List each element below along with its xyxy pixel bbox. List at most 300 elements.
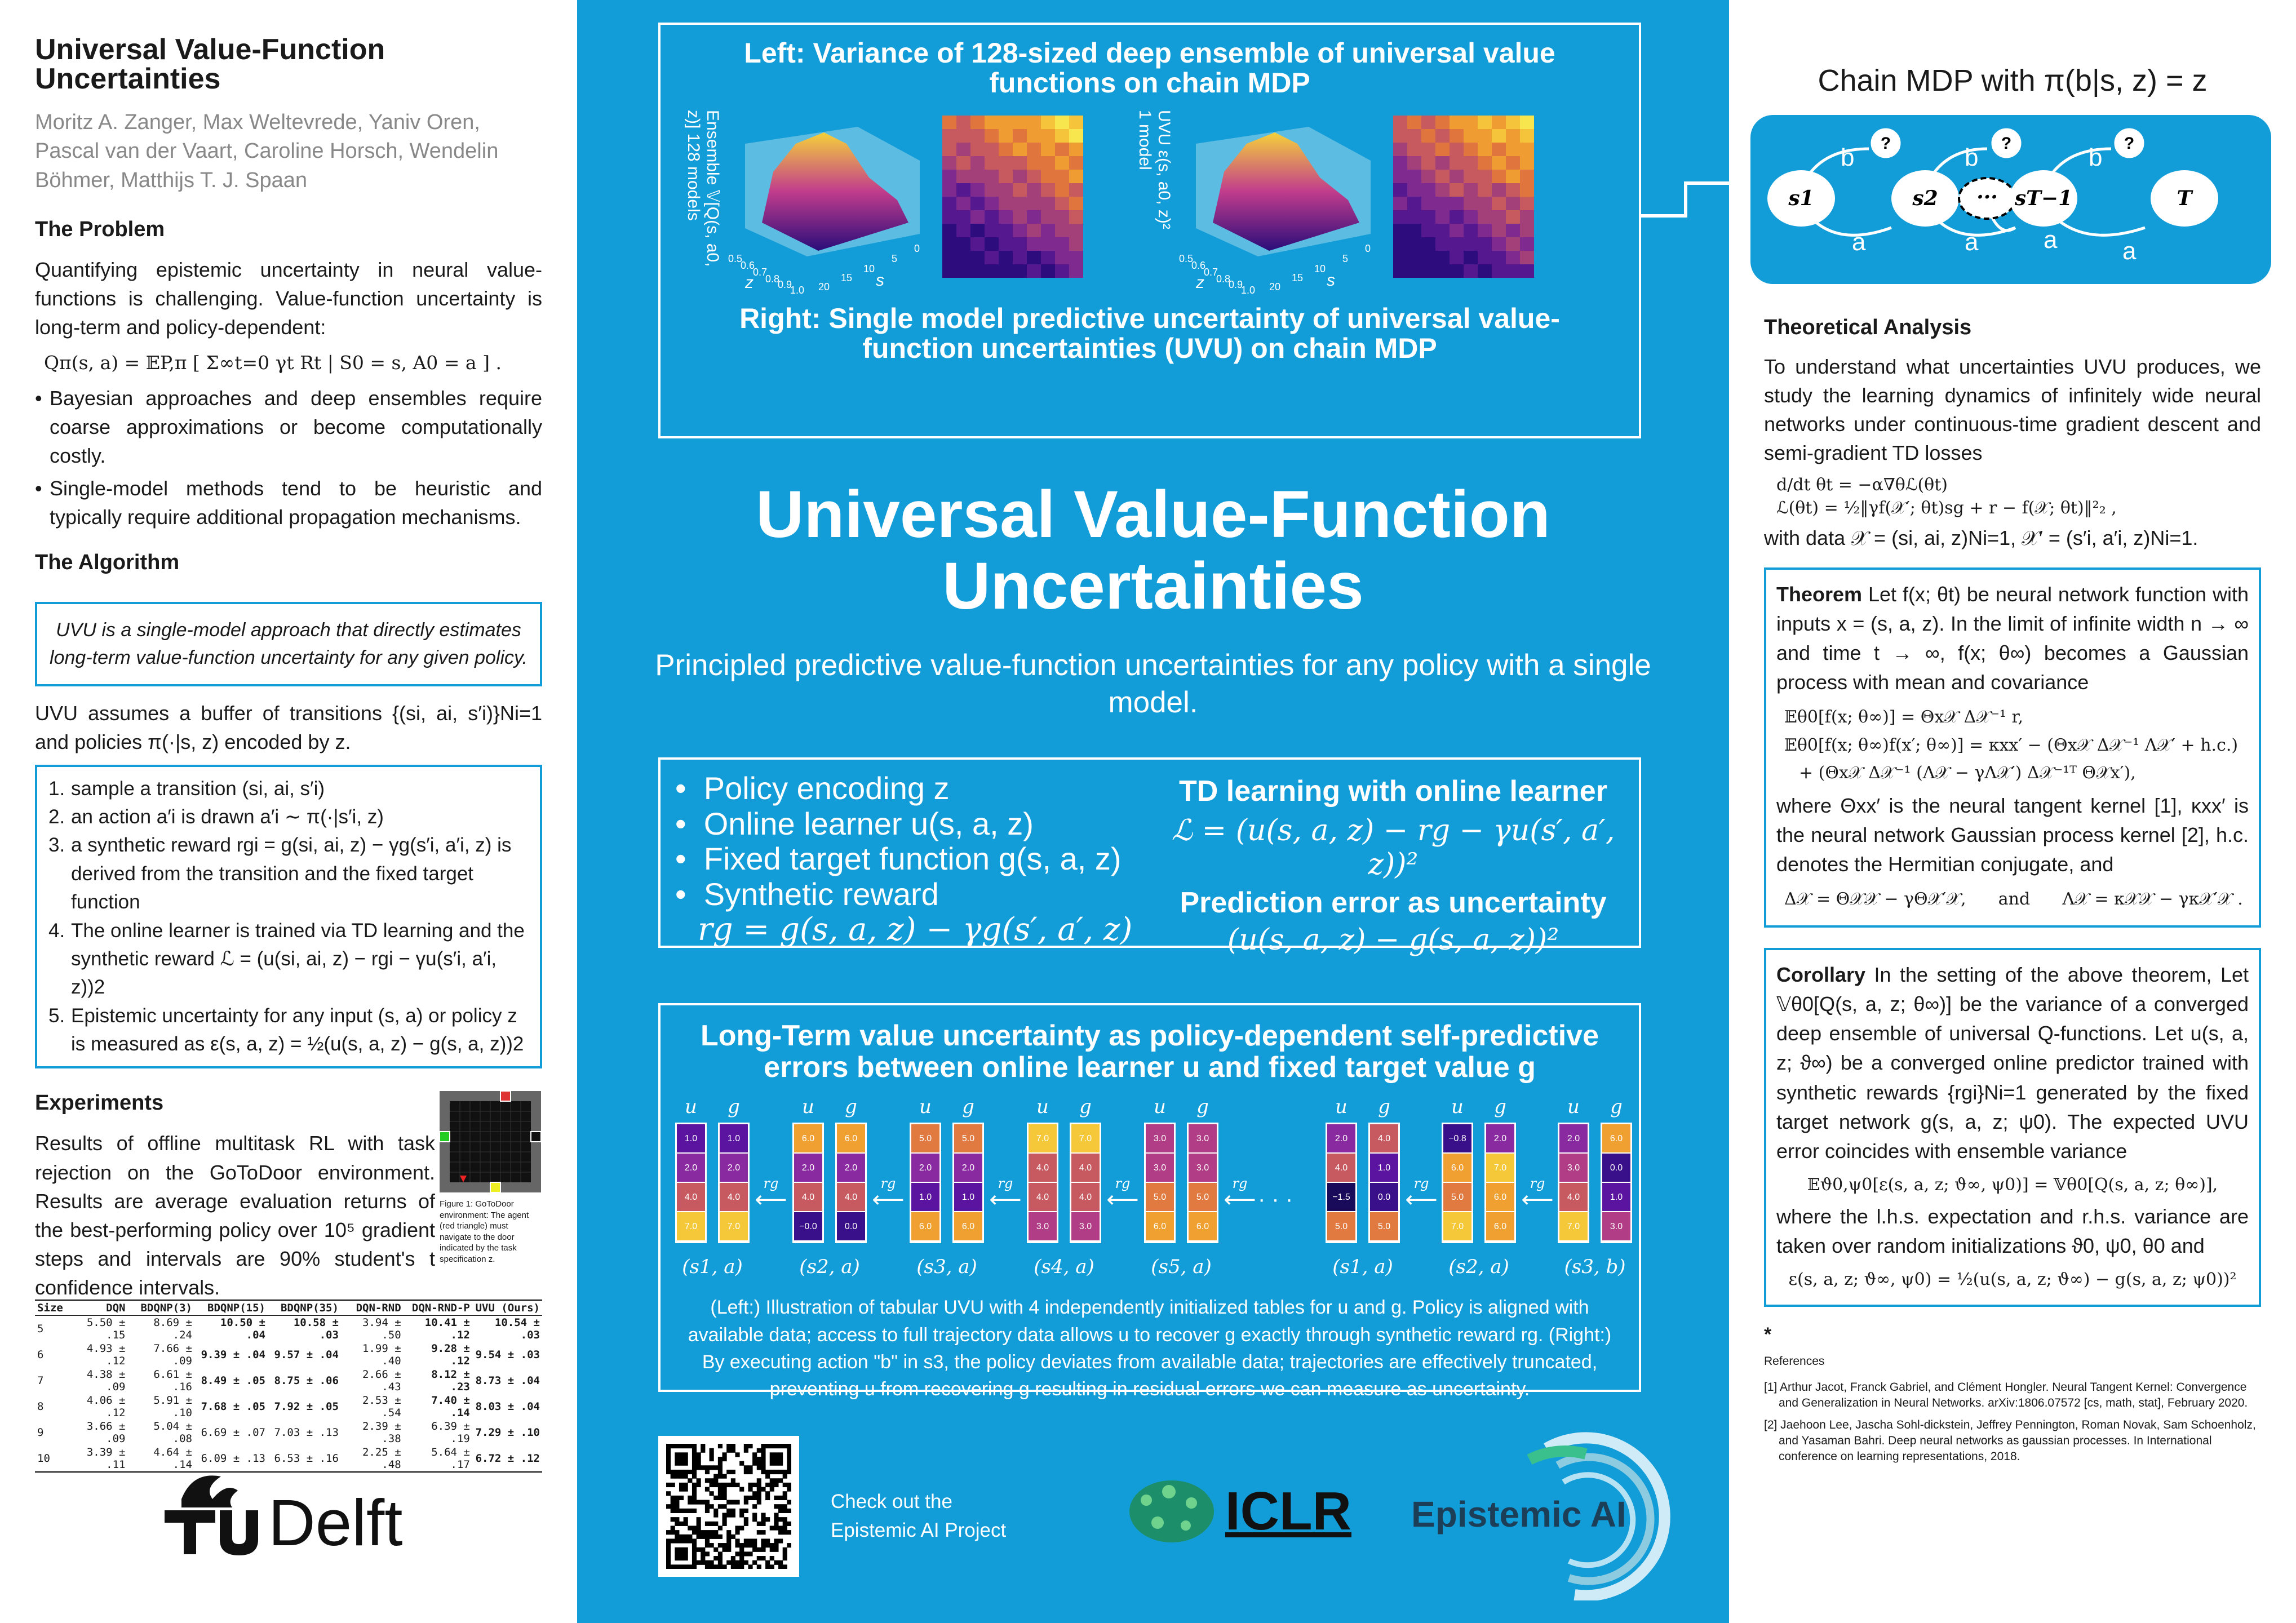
table-cell: 5.50 ± .15 bbox=[86, 1316, 126, 1342]
heatmap-cell bbox=[1478, 129, 1492, 143]
heatmap-cell bbox=[1450, 129, 1464, 143]
table-header: u bbox=[1154, 1096, 1166, 1119]
gotodoor-caption: Figure 1: GoToDoor environment: The agent (red triangle) must navigate to the door indicated by the task specification z. bbox=[440, 1199, 529, 1264]
svg-text:5: 5 bbox=[892, 253, 898, 264]
heatmap-cell bbox=[1041, 129, 1055, 143]
table-cell: 3.0 bbox=[1189, 1124, 1217, 1154]
svg-text:0.7: 0.7 bbox=[1204, 267, 1218, 278]
heatmap-cell bbox=[1506, 170, 1520, 183]
heatmap-cell bbox=[1069, 224, 1083, 237]
synthetic-reward-arrow: rg ⟵ bbox=[1521, 1176, 1554, 1213]
heatmap-cell bbox=[1407, 264, 1421, 278]
table-cell: 2.0 bbox=[954, 1154, 982, 1183]
heatmap-cell bbox=[1421, 224, 1435, 237]
heatmap-cell bbox=[999, 129, 1013, 143]
svg-text:?: ? bbox=[2001, 134, 2012, 153]
state-action-label: (s3, b) bbox=[1564, 1256, 1626, 1279]
heatmap-cell bbox=[1520, 143, 1534, 156]
heatmap-cell bbox=[1506, 224, 1520, 237]
svg-text:z: z bbox=[1196, 273, 1204, 292]
corollary-eq2: ε(s, a, z; ϑ∞, ψ0) = ½(u(s, a, z; ϑ∞) − g(s, a, z; ψ0))² bbox=[1788, 1270, 2237, 1290]
heatmap-cell bbox=[1435, 264, 1450, 278]
heatmap-cell bbox=[1407, 170, 1421, 183]
table-cell: 6.0 bbox=[1189, 1212, 1217, 1241]
table-cell: 8.49 ± .05 bbox=[201, 1374, 265, 1387]
qr-code[interactable] bbox=[658, 1436, 799, 1577]
tudelft-logo bbox=[159, 1465, 403, 1559]
heatmap-cell bbox=[1520, 197, 1534, 210]
table-cell: 5.0 bbox=[1370, 1212, 1398, 1241]
heatmap-cell bbox=[1055, 170, 1069, 183]
heatmap-cell bbox=[1492, 224, 1506, 237]
table-cell: 7.0 bbox=[1443, 1212, 1471, 1241]
refs-heading: References bbox=[1764, 1354, 1825, 1368]
heatmap-cell bbox=[1478, 210, 1492, 224]
heatmap-cell bbox=[985, 237, 999, 251]
uvu-surface-plot bbox=[1179, 110, 1393, 296]
connector-line bbox=[1684, 181, 1687, 218]
heatmap-cell bbox=[956, 210, 970, 224]
heatmap-cell bbox=[985, 183, 999, 197]
heatmap-cell bbox=[999, 143, 1013, 156]
heatmap-cell bbox=[1450, 156, 1464, 170]
delft-text: Delft bbox=[268, 1486, 403, 1559]
heatmap-cell bbox=[985, 197, 999, 210]
heatmap-cell bbox=[1041, 237, 1055, 251]
subheadline: Principled predictive value-function uncertainties for any policy with a single model. bbox=[655, 649, 1651, 720]
uvu-heatmap bbox=[1393, 116, 1534, 279]
table-cell: 7.0 bbox=[677, 1212, 705, 1241]
heatmap-cell bbox=[1055, 197, 1069, 210]
table-cell: 6.0 bbox=[1602, 1124, 1630, 1154]
table-header: g bbox=[1610, 1096, 1623, 1119]
heatmap-cell bbox=[1407, 129, 1421, 143]
table-cell: 3.94 ± .50 bbox=[362, 1316, 401, 1342]
svg-text:0.9: 0.9 bbox=[1229, 279, 1243, 290]
heatmap-cell bbox=[942, 197, 956, 210]
heatmap-cell bbox=[1506, 183, 1520, 197]
z-ticks: 0.5 bbox=[728, 253, 743, 264]
synthetic-reward-arrow: rg ⟵ bbox=[1405, 1176, 1438, 1213]
paper-title: Universal Value-Function Uncertainties bbox=[35, 33, 385, 95]
table-cell: 1.99 ± .40 bbox=[362, 1342, 401, 1368]
heatmap-cell bbox=[1478, 183, 1492, 197]
svg-text:a: a bbox=[2044, 226, 2058, 254]
heatmap-cell bbox=[970, 264, 985, 278]
figure-title-right: Right: Single model predictive uncertainty of universal value-function uncertainties (UVU) on chain MDP bbox=[739, 303, 1560, 364]
svg-text:15: 15 bbox=[1292, 272, 1304, 283]
corollary-text: In the setting of the above theorem, Let 𝕍θ0[Q(s, a, z; θ∞)] be the variance of a converged deep ensemble of universal Q-functions. Let u(s, a, z; ϑ∞) be a converged online predictor trained with synthetic rewards {rgi}Ni=1 generated by the fixed target network g(s, a, z; ψ0). The expected UVU error coincides with ensemble variance bbox=[1776, 963, 2249, 1163]
table-cell: 5 bbox=[37, 1323, 44, 1336]
heatmap-cell bbox=[1492, 237, 1506, 251]
problem-bullet-2: • Single-model methods tend to be heuristic and typically require additional propagation mechanisms. bbox=[35, 474, 542, 531]
heatmap-cell bbox=[1041, 264, 1055, 278]
middle-column bbox=[577, 0, 1729, 1623]
table-header-row: Size DQN BDQNP(3) BDQNP(15) BDQNP(35) DQN-RND DQN-RND-P UVU (Ours) bbox=[35, 1300, 542, 1316]
heatmap-cell bbox=[1055, 210, 1069, 224]
step-item: 1. sample a transition (si, ai, s′i) bbox=[48, 777, 325, 800]
left-column bbox=[0, 0, 577, 1623]
heatmap-cell bbox=[1055, 224, 1069, 237]
heatmap-cell bbox=[1492, 156, 1506, 170]
heatmap-cell bbox=[999, 210, 1013, 224]
heatmap-cell bbox=[1041, 224, 1055, 237]
heatmap-cell bbox=[956, 224, 970, 237]
table-cell: 3.0 bbox=[1559, 1154, 1588, 1183]
heatmap-cell bbox=[1393, 237, 1407, 251]
heatmap-cell bbox=[1407, 210, 1421, 224]
heatmap-cell bbox=[1450, 143, 1464, 156]
step-item: 2. an action a′i is drawn a′i ∼ π(·|s′i, z) bbox=[48, 805, 384, 828]
algorithm-summary: UVU is a single-model approach that directly estimates long-term value-function uncertainty for any given policy. bbox=[35, 602, 542, 687]
table-cell: 4.06 ± .12 bbox=[86, 1394, 126, 1420]
heatmap-cell bbox=[1027, 183, 1041, 197]
heatmap-cell bbox=[1478, 197, 1492, 210]
heatmap-cell bbox=[1421, 143, 1435, 156]
heatmap-cell bbox=[1435, 237, 1450, 251]
table-row bbox=[35, 1316, 542, 1342]
table-cell: 2.0 bbox=[794, 1154, 822, 1183]
table-header: g bbox=[1079, 1096, 1092, 1119]
state-action-label: (s1, a) bbox=[682, 1256, 743, 1279]
ref-1: [1] Arthur Jacot, Franck Gabriel, and Clément Hongler. Neural Tangent Kernel: Convergence and Generalization in Neural Networks. arXiv:1806.07572 [cs, math, stat], February 2020. bbox=[1764, 1380, 2248, 1410]
heatmap-cell bbox=[1464, 264, 1478, 278]
heatmap-cell bbox=[1478, 224, 1492, 237]
table-cell: 4.64 ± .14 bbox=[128, 1445, 195, 1472]
bullet-synthetic-reward: • Synthetic reward bbox=[675, 876, 939, 912]
tudelft-flame-icon bbox=[159, 1465, 266, 1555]
heatmap-cell bbox=[1069, 183, 1083, 197]
qr-code-image bbox=[666, 1444, 791, 1569]
table-cell: 10.54 ± .03 bbox=[494, 1316, 540, 1342]
paper-authors: Moritz A. Zanger, Max Weltevrede, Yaniv Oren, Pascal van der Vaart, Caroline Horsch, Wendelin Böhmer, Matthijs T. J. Spaan bbox=[35, 110, 499, 192]
table-cell: 2.25 ± .48 bbox=[341, 1445, 404, 1472]
table-cell: 8.75 ± .06 bbox=[274, 1374, 339, 1387]
qr-text: Check out the Epistemic AI Project bbox=[831, 1491, 1007, 1541]
heatmap-cell bbox=[1492, 170, 1506, 183]
heatmap-cell bbox=[956, 143, 970, 156]
heatmap-cell bbox=[1055, 129, 1069, 143]
heatmap-cell bbox=[1027, 210, 1041, 224]
heatmap-cell bbox=[1027, 143, 1041, 156]
table-cell: 3.0 bbox=[1189, 1154, 1217, 1183]
heatmap-cell bbox=[985, 210, 999, 224]
heatmap-cell bbox=[1393, 170, 1407, 183]
heatmap-cell bbox=[999, 251, 1013, 264]
u-table bbox=[1027, 1123, 1058, 1243]
heatmap-cell bbox=[942, 156, 956, 170]
heatmap-cell bbox=[1421, 251, 1435, 264]
heatmap-cell bbox=[999, 156, 1013, 170]
heatmap-cell bbox=[1435, 116, 1450, 129]
table-cell: 7.40 ± .14 bbox=[431, 1394, 470, 1420]
heatmap-cell bbox=[1041, 116, 1055, 129]
heatmap-cell bbox=[1506, 197, 1520, 210]
heatmap-cell bbox=[956, 197, 970, 210]
table-header: u bbox=[1451, 1096, 1464, 1119]
corollary-eq1: 𝔼ϑ0,ψ0[ε(s, a, z; ϑ∞, ψ0)] = 𝕍θ0[Q(s, a, z; θ∞)], bbox=[1807, 1175, 2218, 1195]
heatmap-cell bbox=[1027, 264, 1041, 278]
step-item: 4. The online learner is trained via TD learning and the synthetic reward ℒ = (u(si, ai, z) − rgi − γu(s′i, a′i, z))2 bbox=[48, 919, 525, 999]
table-cell: 5.0 bbox=[911, 1124, 939, 1154]
heatmap-cell bbox=[1421, 116, 1435, 129]
table-cell: 1.0 bbox=[677, 1124, 705, 1154]
heatmap-cell bbox=[1027, 129, 1041, 143]
theorem-eq4: Δ𝒳 = Θ𝒳𝒳 − γΘ𝒳′𝒳, and Λ𝒳 = κ𝒳𝒳 − γκ𝒳′𝒳 . bbox=[1784, 889, 2243, 910]
heatmap-cell bbox=[1013, 143, 1027, 156]
table-cell: 7.29 ± .10 bbox=[475, 1426, 540, 1439]
u-table bbox=[792, 1123, 824, 1243]
heatmap-cell bbox=[1393, 264, 1407, 278]
heatmap-cell bbox=[985, 251, 999, 264]
heatmap-cell bbox=[942, 183, 956, 197]
u-table bbox=[1326, 1123, 1357, 1243]
heatmap-cell bbox=[1450, 237, 1464, 251]
heatmap-cell bbox=[1393, 156, 1407, 170]
heatmap-cell bbox=[1069, 170, 1083, 183]
axis-z-label: z bbox=[745, 273, 753, 292]
td-equation: ℒ = (u(s, a, z) − rg − γu(s′, a′, z))² bbox=[1171, 814, 1615, 881]
heatmap-cell bbox=[1520, 183, 1534, 197]
table-cell: 4.0 bbox=[720, 1183, 748, 1212]
heatmap-cell bbox=[942, 143, 956, 156]
table-cell: 9.28 ± .12 bbox=[431, 1342, 470, 1368]
table-row bbox=[35, 1394, 542, 1420]
heatmap-cell bbox=[1478, 264, 1492, 278]
heatmap-cell bbox=[1407, 224, 1421, 237]
step-item: 3. a synthetic reward rgi = g(si, ai, z) − γg(s′i, a′i, z) is derived from the transition and the fixed target function bbox=[48, 834, 512, 914]
heatmap-cell bbox=[1055, 183, 1069, 197]
heatmap-cell bbox=[1393, 116, 1407, 129]
heatmap-cell bbox=[1435, 251, 1450, 264]
heatmap-cell bbox=[1069, 251, 1083, 264]
u-table bbox=[1144, 1123, 1176, 1243]
heatmap-cell bbox=[1027, 156, 1041, 170]
heatmap-cell bbox=[1407, 116, 1421, 129]
table-cell: 6.0 bbox=[1443, 1154, 1471, 1183]
heatmap-cell bbox=[1027, 197, 1041, 210]
heatmap-cell bbox=[1041, 156, 1055, 170]
heatmap-cell bbox=[1492, 197, 1506, 210]
u-table bbox=[1442, 1123, 1473, 1243]
table-cell: 4.93 ± .12 bbox=[86, 1342, 126, 1368]
theorem-text2: where Θxx′ is the neural tangent kernel [1], κxx′ is the neural network Gaussian process kernel [2], h.c. denotes the Hermitian conjugate, and bbox=[1776, 793, 2249, 876]
heatmap-cell bbox=[1464, 116, 1478, 129]
table-cell: 7.0 bbox=[1029, 1124, 1057, 1154]
heatmap-cell bbox=[1478, 237, 1492, 251]
table-cell: 5.91 ± .10 bbox=[153, 1394, 192, 1420]
g-table bbox=[718, 1123, 750, 1243]
table-cell: 5.0 bbox=[954, 1124, 982, 1154]
experiments-heading: Experiments bbox=[35, 1091, 164, 1115]
heatmap-cell bbox=[1450, 183, 1464, 197]
heatmap-cell bbox=[1041, 143, 1055, 156]
long-term-box bbox=[658, 1003, 1641, 1400]
td-bullets bbox=[675, 771, 1132, 948]
table-cell: 3.0 bbox=[1146, 1124, 1174, 1154]
heatmap-cell bbox=[970, 143, 985, 156]
table-cell: 8 bbox=[37, 1400, 44, 1413]
state-action-label: (s2, a) bbox=[799, 1256, 860, 1279]
heatmap-cell bbox=[1506, 264, 1520, 278]
table-cell: 8.73 ± .04 bbox=[475, 1374, 540, 1387]
problem-heading: The Problem bbox=[35, 217, 165, 241]
table-cell: 4.0 bbox=[1071, 1154, 1100, 1183]
theorem-text: Let f(x; θt) be neural network function with inputs x = (s, a, z). In the limit of infinite width n → ∞ and time t → ∞, f(x; θ∞) becomes a Gaussian process with mean and covariance bbox=[1776, 582, 2249, 694]
theory-heading: Theoretical Analysis bbox=[1764, 316, 1972, 339]
heatmap-cell bbox=[942, 264, 956, 278]
heatmap-cell bbox=[1041, 170, 1055, 183]
state-action-label: (s2, a) bbox=[1448, 1256, 1509, 1279]
table-cell: 7.03 ± .13 bbox=[274, 1426, 339, 1439]
chain-mdp-svg bbox=[1750, 115, 2271, 284]
svg-text:a: a bbox=[2122, 237, 2137, 265]
table-cell: 3.0 bbox=[1029, 1212, 1057, 1241]
heatmap-cell bbox=[970, 210, 985, 224]
table-cell: 9 bbox=[37, 1426, 44, 1439]
g-table bbox=[952, 1123, 984, 1243]
svg-text:a: a bbox=[1852, 228, 1866, 256]
table-cell: 6.61 ± .16 bbox=[153, 1368, 192, 1394]
heatmap-cell bbox=[1478, 143, 1492, 156]
g-table bbox=[835, 1123, 867, 1243]
corollary-label: Corollary bbox=[1776, 963, 1866, 986]
table-cell: 3.0 bbox=[1071, 1212, 1100, 1241]
svg-text:s: s bbox=[1327, 271, 1335, 290]
table-header: g bbox=[1494, 1096, 1506, 1119]
uncertainty-figure-box bbox=[658, 23, 1641, 438]
table-cell: 4.38 ± .09 bbox=[86, 1368, 126, 1394]
heatmap-cell bbox=[1013, 237, 1027, 251]
table-cell: 0.0 bbox=[1602, 1154, 1630, 1183]
heatmap-cell bbox=[1421, 129, 1435, 143]
heatmap-cell bbox=[1013, 129, 1027, 143]
heatmap-cell bbox=[1506, 237, 1520, 251]
table-cell: 4.0 bbox=[677, 1183, 705, 1212]
heatmap-cell bbox=[1435, 183, 1450, 197]
node-terminal: T bbox=[2177, 187, 2192, 210]
heatmap-cell bbox=[1478, 156, 1492, 170]
heatmap-cell bbox=[1520, 129, 1534, 143]
table-header: u bbox=[685, 1096, 697, 1119]
heatmap-cell bbox=[1435, 129, 1450, 143]
heatmap-cell bbox=[1407, 237, 1421, 251]
heatmap-cell bbox=[1478, 251, 1492, 264]
heatmap-cell bbox=[1055, 116, 1069, 129]
table-cell: 6.0 bbox=[1486, 1212, 1514, 1241]
table-cell: 0.0 bbox=[1370, 1183, 1398, 1212]
table-cell: 2.0 bbox=[837, 1154, 865, 1183]
svg-text:0.7: 0.7 bbox=[753, 267, 768, 278]
problem-intro: Quantifying epistemic uncertainty in neural value-functions is challenging. Value-function uncertainty is long-term and policy-dependent: bbox=[35, 258, 542, 339]
results-table bbox=[35, 1300, 542, 1473]
table-header: u bbox=[919, 1096, 932, 1119]
heatmap-cell bbox=[1393, 210, 1407, 224]
heatmap-cell bbox=[1013, 224, 1027, 237]
heatmap-cell bbox=[1464, 237, 1478, 251]
heatmap-cell bbox=[970, 197, 985, 210]
table-cell: 10.58 ± .03 bbox=[293, 1316, 339, 1342]
table-cell: 10.41 ± .12 bbox=[424, 1316, 470, 1342]
q-equation: Qπ(s, a) = 𝔼P,π [ Σ∞t=0 γt Rt | S0 = s, A0 = a ] . bbox=[44, 352, 502, 374]
heatmap-cell bbox=[985, 170, 999, 183]
heatmap-cell bbox=[956, 183, 970, 197]
heatmap-cell bbox=[1069, 156, 1083, 170]
table-cell: 2.66 ± .43 bbox=[362, 1368, 401, 1394]
svg-text:0.8: 0.8 bbox=[765, 273, 780, 285]
theorem-eq2: 𝔼θ0[f(x; θ∞)f(x′; θ∞)] = κxx′ − (Θx𝒳 Δ𝒳⁻¹ Λ𝒳′ + h.c.) bbox=[1784, 735, 2239, 755]
ellipsis: · · · bbox=[1258, 1187, 1293, 1212]
heatmap-cell bbox=[1450, 210, 1464, 224]
table-cell: 5.0 bbox=[1443, 1183, 1471, 1212]
heatmap-cell bbox=[956, 156, 970, 170]
heatmap-cell bbox=[1435, 210, 1450, 224]
table-cell: 1.0 bbox=[720, 1124, 748, 1154]
svg-text:20: 20 bbox=[818, 281, 830, 292]
table-cell: 2.0 bbox=[677, 1154, 705, 1183]
heatmap-cell bbox=[1421, 210, 1435, 224]
table-cell: 4.0 bbox=[1559, 1183, 1588, 1212]
heatmap-cell bbox=[985, 156, 999, 170]
table-cell: 5.0 bbox=[1189, 1183, 1217, 1212]
heatmap-cell bbox=[942, 170, 956, 183]
heatmap-cell bbox=[1450, 197, 1464, 210]
gotodoor-grid-image bbox=[440, 1091, 541, 1192]
svg-text:0.6: 0.6 bbox=[1191, 260, 1206, 271]
tabular-illustration bbox=[661, 1091, 1639, 1294]
table-cell: 1.0 bbox=[911, 1183, 939, 1212]
heatmap-cell bbox=[1450, 264, 1464, 278]
table-cell: 0.0 bbox=[837, 1212, 865, 1241]
heatmap-cell bbox=[999, 237, 1013, 251]
svg-text:b: b bbox=[2089, 144, 2103, 171]
synthetic-reward-arrow: rg ⟵ bbox=[1224, 1176, 1256, 1213]
heatmap-cell bbox=[999, 116, 1013, 129]
table-cell: 8.69 ± .24 bbox=[153, 1316, 192, 1342]
table-cell: 6.53 ± .16 bbox=[268, 1445, 341, 1472]
table-header: u bbox=[802, 1096, 814, 1119]
table-header: u bbox=[1036, 1096, 1049, 1119]
heatmap-cell bbox=[1520, 251, 1534, 264]
heatmap-cell bbox=[1464, 143, 1478, 156]
heatmap-cell bbox=[1393, 143, 1407, 156]
svg-text:0.6: 0.6 bbox=[741, 260, 755, 271]
table-cell: 6.0 bbox=[954, 1212, 982, 1241]
heatmap-cell bbox=[970, 237, 985, 251]
heatmap-cell bbox=[1506, 116, 1520, 129]
heatmap-cell bbox=[1506, 156, 1520, 170]
ref-2: [2] Jaehoon Lee, Jascha Sohl-dickstein, Jeffrey Pennington, Roman Novak, Sam Schoenholz, and Yasaman Bahri. Deep neural networks as gaussian processes. In International conference on learning representations, 2018. bbox=[1764, 1418, 2256, 1464]
heatmap-cell bbox=[1041, 197, 1055, 210]
gotodoor-figure bbox=[440, 1091, 541, 1265]
heatmap-cell bbox=[1520, 156, 1534, 170]
theory-data: with data 𝒳 = (si, ai, z)Ni=1, 𝒳′ = (s′i, a′i, z)Ni=1. bbox=[1764, 526, 2199, 550]
table-header: g bbox=[962, 1096, 974, 1119]
table-cell: 1.0 bbox=[1602, 1183, 1630, 1212]
table-cell: 6.0 bbox=[1486, 1183, 1514, 1212]
ensemble-heatmap bbox=[942, 116, 1083, 279]
heatmap-cell bbox=[1421, 264, 1435, 278]
heatmap-cell bbox=[970, 183, 985, 197]
heatmap-cell bbox=[970, 170, 985, 183]
svg-text:0.5: 0.5 bbox=[1179, 253, 1194, 264]
heatmap-cell bbox=[1492, 210, 1506, 224]
heatmap-cell bbox=[1013, 210, 1027, 224]
heatmap-cell bbox=[942, 251, 956, 264]
experiments-text: Results of offline multitask RL with task rejection on the GoToDoor environment. Results are average evaluation returns of the best-performing policy over 10⁵ gradient steps and intervals are 90% student's t confidence intervals. bbox=[35, 1132, 435, 1300]
heatmap-cell bbox=[1027, 224, 1041, 237]
heatmap-cell bbox=[1421, 183, 1435, 197]
